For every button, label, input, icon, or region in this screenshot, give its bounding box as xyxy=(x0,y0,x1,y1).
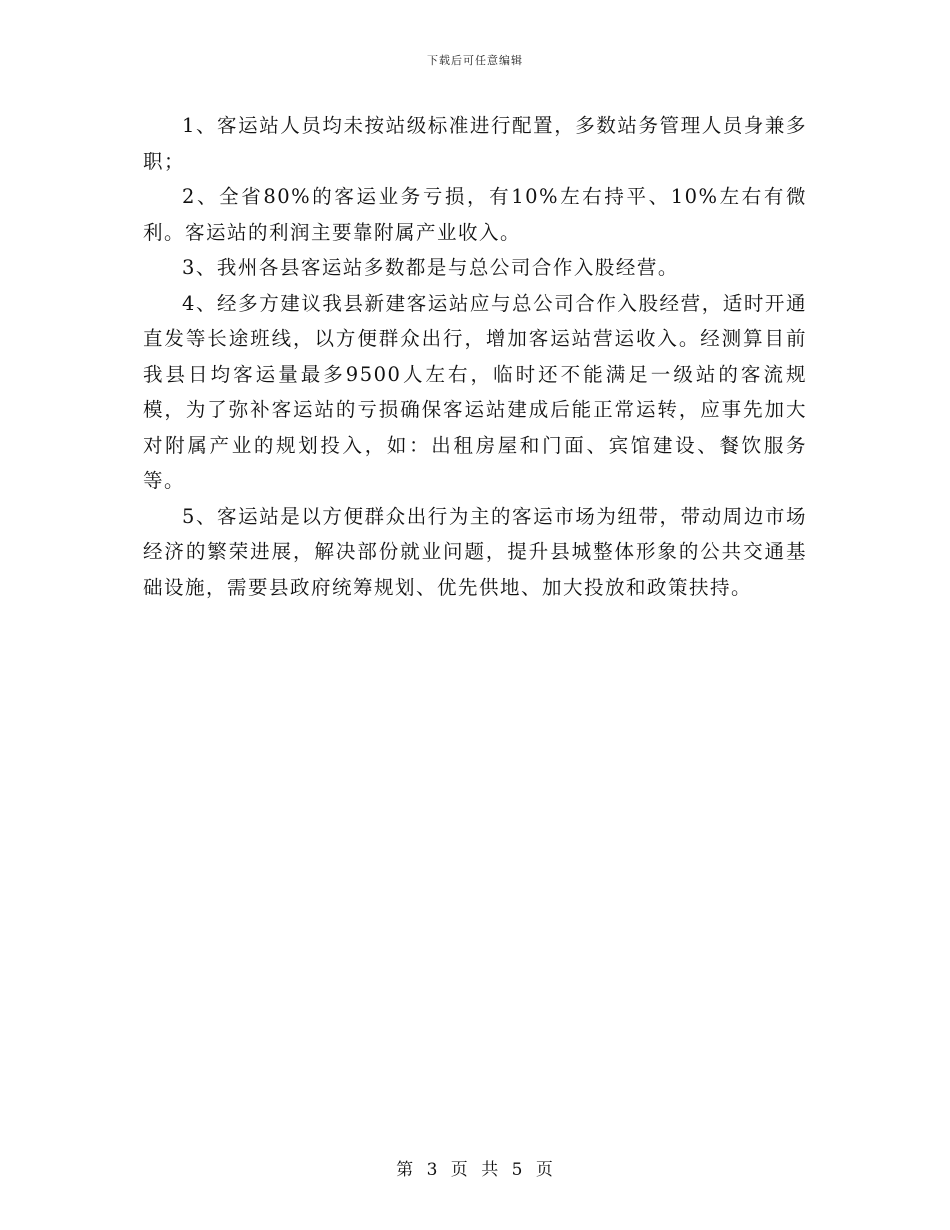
paragraph-3: 3、我州各县客运站多数都是与总公司合作入股经营。 xyxy=(182,256,679,279)
page-header: 下载后可任意编辑 xyxy=(427,54,523,67)
page-footer: 第 3 页 共 5 页 xyxy=(396,1160,554,1180)
paragraph-2: 2、全省80%的客运业务亏损，有10%左右持平、10%左右有微利。客运站的利润主要靠附属产业收入。 xyxy=(143,185,807,244)
paragraph-1: 1、客运站人员均未按站级标准进行配置，多数站务管理人员身兼多职； xyxy=(143,114,807,173)
document-body xyxy=(143,108,807,605)
paragraph-4: 4、经多方建议我县新建客运站应与总公司合作入股经营，适时开通直发等长途班线，以方便群众出行，增加客运站营运收入。经测算目前我县日均客运量最多9500人左右，临时还不能满足一级站的客流规模，为了弥补客运站的亏损确保客运站建成后能正常运转，应事先加大对附属产业的规划投入，如：出租房屋和门面、宾馆建设、餐饮服务等。 xyxy=(143,291,807,492)
paragraph-5: 5、客运站是以方便群众出行为主的客运市场为纽带，带动周边市场经济的繁荣进展，解决部份就业问题，提升县城整体形象的公共交通基础设施，需要县政府统筹规划、优先供地、加大投放和政策扶持。 xyxy=(143,504,807,599)
